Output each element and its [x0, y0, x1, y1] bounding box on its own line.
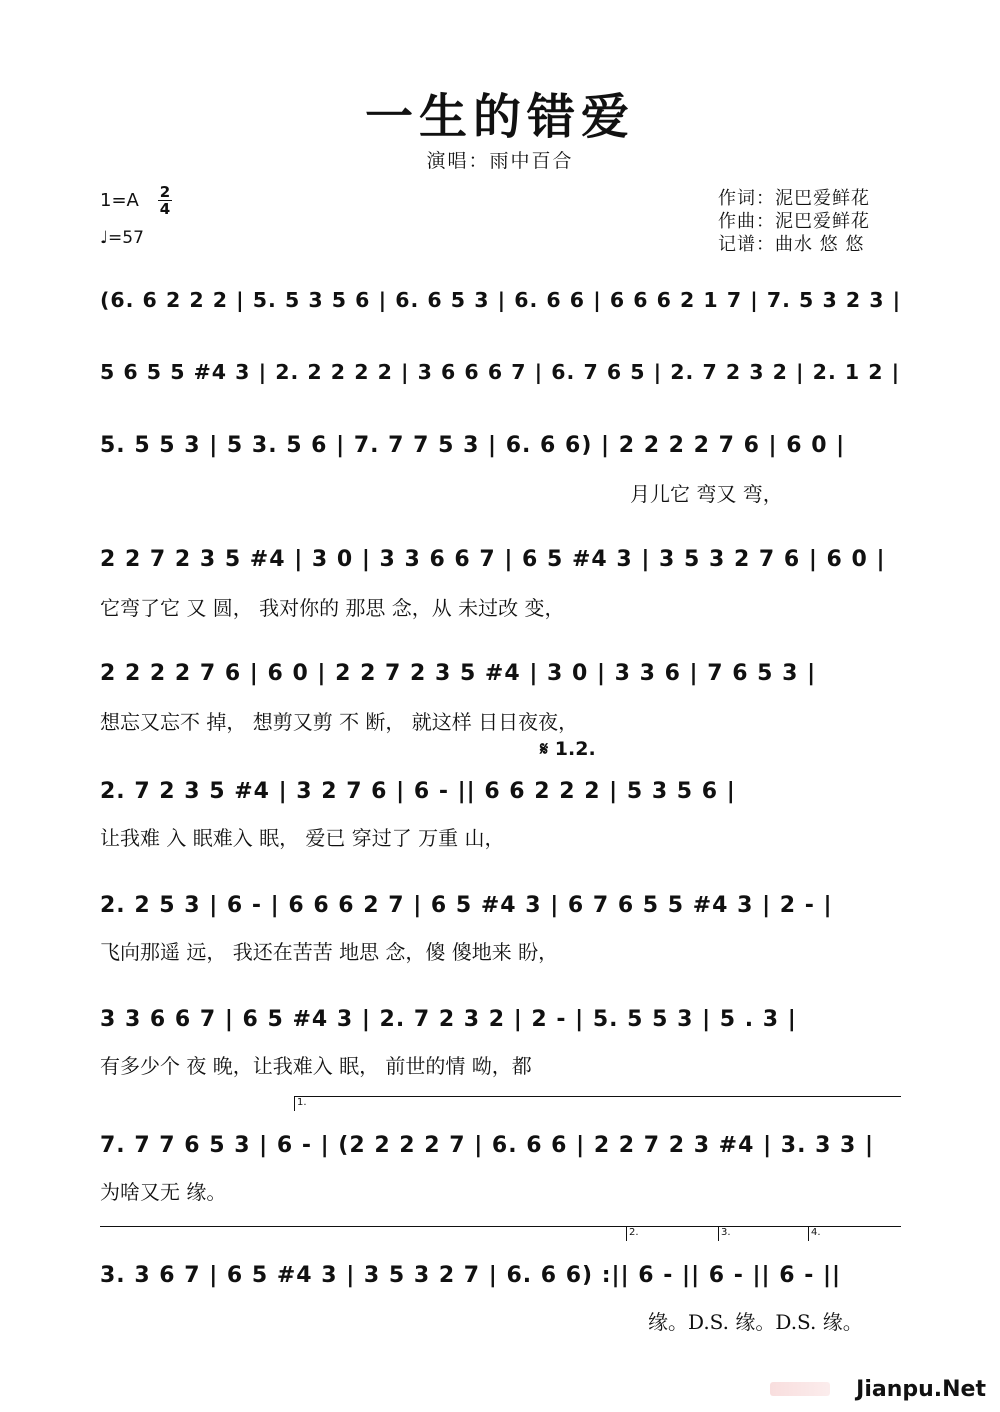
- music-line-2: [100, 354, 904, 390]
- lyrics-line-8: [100, 1050, 904, 1078]
- notes-segment: 5. 5 5 3 | 5 3. 5 6 | 7. 7 7 5 3 | 6. 6 6) | 2 2 2 2 7 6 | 6 0 |: [100, 433, 846, 458]
- notes-segment: 2. 7 2 3 5 #4 | 3 2 7 6 | 6 - || 6 6 2 2 2 | 5 3 5 6 |: [100, 779, 736, 804]
- watermark-text: Jianpu.Net: [856, 1377, 986, 1402]
- notes-segment: 7. 7 7 6 5 3 | 6 - | (2 2 2 2 7 | 6. 6 6 | 2 2 7 2 3 #4 | 3. 3 3 |: [100, 1133, 875, 1158]
- music-line-8: [100, 1002, 904, 1038]
- lyric-text: 缘。D.S. 缘。D.S. 缘。: [648, 1310, 863, 1334]
- lyric-text: 想忘又忘不 掉， 想剪又剪 不 断， 就这样 日日夜夜，: [100, 710, 579, 734]
- notes-segment: 3. 3 6 7 | 6 5 #4 3 | 3 5 3 2 7 | 6. 6 6) :|| 6 - || 6 - || 6 - ||: [100, 1263, 842, 1288]
- volta-bracket-4: 4.: [808, 1226, 901, 1241]
- lyric-text: 月儿它 弯又 弯，: [630, 482, 783, 506]
- volta-bracket-1: 1.: [294, 1096, 901, 1111]
- lyric-text: 它弯了它 又 圆， 我对你的 那思 念，从 未过改 变，: [100, 596, 565, 620]
- segno-marking: 𝄋 1.2.: [540, 738, 596, 760]
- music-line-1: [100, 282, 904, 318]
- music-line-7: [100, 888, 904, 924]
- music-line-5: [100, 656, 904, 692]
- lyric-text: 飞向那遥 远， 我还在苦苦 地思 念，傻 傻地来 盼，: [100, 940, 559, 964]
- watermark-logo: [770, 1382, 830, 1396]
- lyrics-line-10: [648, 1306, 900, 1334]
- music-line-10: [100, 1258, 904, 1294]
- notes-segment: 2 2 7 2 3 5 #4 | 3 0 | 3 3 6 6 7 | 6 5 #4 3 | 3 5 3 2 7 6 | 6 0 |: [100, 547, 886, 572]
- singer-credit: 演唱：雨中百合: [426, 150, 574, 172]
- song-title: 一生的错爱: [364, 89, 635, 145]
- lyric-text: 为啥又无 缘。: [100, 1180, 227, 1204]
- volta-bracket-3: 3.: [718, 1226, 805, 1241]
- composer-credit: 作曲：泥巴爱鲜花: [718, 211, 870, 232]
- time-signature: [158, 184, 172, 217]
- key-signature: 1=A: [100, 190, 139, 211]
- time-signature-top: 2: [159, 183, 171, 201]
- lyrics-line-5: [100, 706, 904, 734]
- lyrics-line-3: [630, 478, 900, 506]
- notes-segment: (6. 6 2 2 2 | 5. 5 3 5 6 | 6. 6 5 3 | 6. 6 6 | 6 6 6 2 1 7 | 7. 5 3 2 3 |: [100, 288, 902, 312]
- lyric-text: 有多少个 夜 晚，让我难入 眠， 前世的情 呦，都: [100, 1054, 532, 1078]
- lyrics-line-7: [100, 936, 904, 964]
- lyric-text: 让我难 入 眠难入 眠， 爱已 穿过了 万重 山，: [100, 826, 505, 850]
- time-signature-bottom: 4: [159, 200, 171, 218]
- lyricist-credit: 作词：泥巴爱鲜花: [718, 188, 870, 209]
- music-line-6: [100, 774, 904, 810]
- lyrics-line-6: [100, 822, 904, 850]
- music-line-9: [100, 1128, 904, 1164]
- volta-bracket-2: 2.: [626, 1226, 715, 1241]
- notes-segment: 2 2 2 2 7 6 | 6 0 | 2 2 7 2 3 5 #4 | 3 0 | 3 3 6 | 7 6 5 3 |: [100, 661, 817, 686]
- notes-segment: 2. 2 5 3 | 6 - | 6 6 6 2 7 | 6 5 #4 3 | 6 7 6 5 5 #4 3 | 2 - |: [100, 893, 833, 918]
- transcriber-credit: 记谱：曲水 悠 悠: [718, 234, 865, 255]
- lyrics-line-4: [100, 592, 904, 620]
- music-line-3: [100, 428, 904, 464]
- music-line-4: [100, 542, 904, 578]
- notes-segment: 3 3 6 6 7 | 6 5 #4 3 | 2. 7 2 3 2 | 2 - | 5. 5 5 3 | 5 . 3 |: [100, 1007, 797, 1032]
- notes-segment: 5 6 5 5 #4 3 | 2. 2 2 2 2 | 3 6 6 6 7 | 6. 7 6 5 | 2. 7 2 3 2 | 2. 1 2 |: [100, 360, 901, 384]
- lyrics-line-9: [100, 1176, 904, 1204]
- tempo-marking: ♩=57: [100, 228, 144, 248]
